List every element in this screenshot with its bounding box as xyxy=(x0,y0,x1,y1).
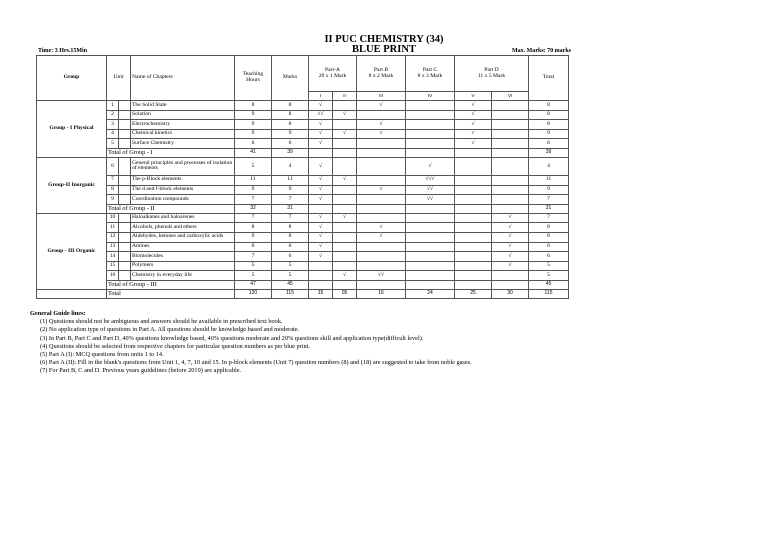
unit-spacer xyxy=(119,261,131,271)
page-subtitle: BLUE PRINT xyxy=(352,44,416,55)
part-iii-mark xyxy=(357,175,406,185)
group-total-hours: 32 xyxy=(235,204,272,213)
part-vi-mark: √ xyxy=(492,242,529,252)
marks: 9 xyxy=(272,185,309,195)
teaching-hours: 7 xyxy=(235,195,272,205)
part-v-mark: √ xyxy=(455,110,492,120)
group-total-marks: 39 xyxy=(272,148,309,157)
part-iv-mark xyxy=(406,271,455,281)
marks: 8 xyxy=(272,101,309,111)
part-ii-mark xyxy=(333,101,357,111)
chapter-name: Chemical kinetics xyxy=(131,129,235,139)
group-total-label: Total of Group - III xyxy=(107,280,235,289)
marks: 7 xyxy=(272,213,309,223)
part-v-mark: √ xyxy=(455,120,492,130)
header-marks: Marks xyxy=(272,56,309,101)
chapter-name: Haloalkanes and haloarenes xyxy=(131,213,235,223)
part-vi-mark xyxy=(492,129,529,139)
guideline-item: (3) In Part B, Part C and Part D, 40% questions knowledge based, 40% questions moderate and 20% questions skill and application type(difficult level). xyxy=(40,334,424,342)
unit-number: 10 xyxy=(107,213,119,223)
part-iv-mark: √√√ xyxy=(406,175,455,185)
part-i-mark: √ xyxy=(309,195,333,205)
teaching-hours: 11 xyxy=(235,175,272,185)
part-v-mark xyxy=(455,242,492,252)
part-vi-mark xyxy=(492,271,529,281)
header-col-i: I xyxy=(309,92,333,101)
unit-spacer xyxy=(119,157,131,175)
marks: 9 xyxy=(272,129,309,139)
group-total-label: Total of Group - I xyxy=(107,148,235,157)
part-iv-mark xyxy=(406,139,455,149)
header-col-vi: VI xyxy=(492,92,529,101)
part-iv-mark xyxy=(406,242,455,252)
part-i-mark: √ xyxy=(309,101,333,111)
part-v-mark xyxy=(455,252,492,262)
grand-total-marks: 115 xyxy=(272,289,309,298)
header-chapters: Name of Chapters xyxy=(131,56,235,101)
table-row xyxy=(37,110,569,120)
marks: 8 xyxy=(272,232,309,242)
grand-total-label: Total xyxy=(107,289,235,298)
unit-spacer xyxy=(119,175,131,185)
part-iv-mark: √√ xyxy=(406,195,455,205)
grand-total-iii: 16 xyxy=(357,289,406,298)
teaching-hours: 8 xyxy=(235,101,272,111)
grand-total-v: 25 xyxy=(455,289,492,298)
part-ii-mark: √ xyxy=(333,129,357,139)
group-total-total: 45 xyxy=(529,280,569,289)
part-v-mark xyxy=(455,185,492,195)
grand-total-vi: 30 xyxy=(492,289,529,298)
header-part-b: Part B 8 x 2 Mark xyxy=(357,56,406,92)
part-iii-mark: √ xyxy=(357,232,406,242)
part-ii-mark xyxy=(333,242,357,252)
part-iv-mark xyxy=(406,223,455,233)
guideline-item: (7) For Part B, C and D. Previous years guidelines (before 2019) are applicable. xyxy=(40,367,242,375)
row-total: 6 xyxy=(529,242,569,252)
part-iv-mark xyxy=(406,213,455,223)
guidelines-title: General Guide lines: xyxy=(30,310,86,317)
unit-spacer xyxy=(119,213,131,223)
teaching-hours: 5 xyxy=(235,271,272,281)
part-vi-mark xyxy=(492,139,529,149)
row-total: 8 xyxy=(529,232,569,242)
unit-number: 14 xyxy=(107,252,119,262)
guideline-item: (6) Part A (II): Fill in the blank's questions from Unit 1, 4, 7, 10 and 15. In p-block elements (Unit 7) question numbers (8) and (18) are suggested to take from noble gases. xyxy=(40,359,472,367)
group-name: Group - I Physical xyxy=(37,101,107,158)
teaching-hours: 5 xyxy=(235,157,272,175)
teaching-hours: 9 xyxy=(235,129,272,139)
part-i-mark: √ xyxy=(309,213,333,223)
header-col-iii: III xyxy=(357,92,406,101)
group-total-i xyxy=(309,280,333,289)
teaching-hours: 6 xyxy=(235,242,272,252)
row-total: 7 xyxy=(529,195,569,205)
part-ii-mark: √ xyxy=(333,271,357,281)
part-ii-mark xyxy=(333,232,357,242)
teaching-hours: 7 xyxy=(235,213,272,223)
row-total: 11 xyxy=(529,175,569,185)
part-i-mark: √ xyxy=(309,223,333,233)
group-total-iv xyxy=(406,280,455,289)
part-iii-mark: √ xyxy=(357,120,406,130)
marks: 7 xyxy=(272,195,309,205)
table-row xyxy=(37,157,569,175)
unit-spacer xyxy=(119,139,131,149)
group-total-iv xyxy=(406,148,455,157)
marks: 5 xyxy=(272,271,309,281)
part-iv-mark xyxy=(406,252,455,262)
unit-number: 5 xyxy=(107,139,119,149)
group-total-i xyxy=(309,148,333,157)
grand-total-hours: 120 xyxy=(235,289,272,298)
part-iii-mark: √ xyxy=(357,223,406,233)
part-iii-mark xyxy=(357,213,406,223)
part-i-mark: √ xyxy=(309,157,333,175)
row-total: 9 xyxy=(529,185,569,195)
group-total-ii xyxy=(333,148,357,157)
part-iv-mark xyxy=(406,232,455,242)
table-row xyxy=(37,271,569,281)
guideline-item: (2) No application type of questions in Part A. All questions should be knowledge based and moderate. xyxy=(40,326,300,334)
group-total-i xyxy=(309,204,333,213)
unit-spacer xyxy=(119,232,131,242)
part-iii-mark xyxy=(357,252,406,262)
unit-number: 16 xyxy=(107,271,119,281)
grand-total-ii: 05 xyxy=(333,289,357,298)
chapter-name: Amines xyxy=(131,242,235,252)
chapter-name: Aldehydes, ketones and carboxylic acids xyxy=(131,232,235,242)
part-i-mark: √ xyxy=(309,232,333,242)
unit-number: 12 xyxy=(107,232,119,242)
unit-number: 6 xyxy=(107,157,119,175)
part-vi-mark xyxy=(492,120,529,130)
part-iii-mark xyxy=(357,139,406,149)
unit-number: 13 xyxy=(107,242,119,252)
chapter-name: The d and f-block elements xyxy=(131,185,235,195)
group-total-hours: 41 xyxy=(235,148,272,157)
group-total-v xyxy=(455,280,492,289)
grand-total-iv: 24 xyxy=(406,289,455,298)
chapter-name: Chemistry in everyday life xyxy=(131,271,235,281)
teaching-hours: 9 xyxy=(235,110,272,120)
part-v-mark xyxy=(455,213,492,223)
grand-total-i: 15 xyxy=(309,289,333,298)
part-i-mark: √√ xyxy=(309,110,333,120)
unit-spacer xyxy=(119,195,131,205)
group-total-hours: 47 xyxy=(235,280,272,289)
marks: 6 xyxy=(272,252,309,262)
part-iv-mark xyxy=(406,129,455,139)
part-iv-mark xyxy=(406,261,455,271)
part-iii-mark: √ xyxy=(357,101,406,111)
part-v-mark: √ xyxy=(455,101,492,111)
part-iv-mark: √√ xyxy=(406,185,455,195)
marks: 8 xyxy=(272,120,309,130)
row-total: 5 xyxy=(529,261,569,271)
unit-number: 2 xyxy=(107,110,119,120)
header-total: Total xyxy=(529,56,569,101)
table-row xyxy=(37,139,569,149)
group-name: Group-II Inorganic xyxy=(37,157,107,213)
group-total-total: 39 xyxy=(529,148,569,157)
unit-spacer xyxy=(119,223,131,233)
unit-number: 15 xyxy=(107,261,119,271)
part-ii-mark xyxy=(333,139,357,149)
group-total-iii xyxy=(357,148,406,157)
part-v-mark xyxy=(455,175,492,185)
header-col-ii: II xyxy=(333,92,357,101)
group-total-iii xyxy=(357,204,406,213)
unit-spacer xyxy=(119,242,131,252)
guideline-item: (1) Questions should not be ambiguous and answers should be available in prescribed text book. xyxy=(40,318,283,326)
part-vi-mark xyxy=(492,175,529,185)
unit-spacer xyxy=(119,101,131,111)
group-total-label: Total of Group - II xyxy=(107,204,235,213)
header-part-d: Part D 11 x 5 Mark xyxy=(455,56,529,92)
part-iii-mark xyxy=(357,195,406,205)
teaching-hours: 9 xyxy=(235,120,272,130)
table-row xyxy=(37,232,569,242)
unit-spacer xyxy=(119,185,131,195)
marks: 6 xyxy=(272,242,309,252)
part-iv-mark xyxy=(406,120,455,130)
part-ii-mark xyxy=(333,157,357,175)
teaching-hours: 7 xyxy=(235,252,272,262)
part-ii-mark: √ xyxy=(333,213,357,223)
header-part-a: Part-A 20 x 1 Mark xyxy=(309,56,357,92)
unit-spacer xyxy=(119,271,131,281)
table-row xyxy=(37,120,569,130)
max-marks-info: Max. Marks: 70 marks xyxy=(512,48,571,54)
header-col-iv: IV xyxy=(406,92,455,101)
group-total-vi xyxy=(492,280,529,289)
chapter-name: Coordination compounds xyxy=(131,195,235,205)
chapter-name: The Solid State xyxy=(131,101,235,111)
part-v-mark xyxy=(455,157,492,175)
table-row xyxy=(37,195,569,205)
teaching-hours: 9 xyxy=(235,185,272,195)
group-total-v xyxy=(455,204,492,213)
header-teaching-hours: Teaching Hours xyxy=(235,56,272,101)
group-name: Group - III Organic xyxy=(37,213,107,289)
chapter-name: Electrochemistry xyxy=(131,120,235,130)
part-ii-mark xyxy=(333,195,357,205)
chapter-name: Biomolecules xyxy=(131,252,235,262)
group-total-row xyxy=(37,204,569,213)
part-iii-mark: √ xyxy=(357,185,406,195)
general-guidelines xyxy=(30,310,472,376)
group-total-ii xyxy=(333,204,357,213)
part-v-mark: √ xyxy=(455,139,492,149)
part-i-mark: √ xyxy=(309,139,333,149)
unit-number: 8 xyxy=(107,185,119,195)
unit-number: 4 xyxy=(107,129,119,139)
part-vi-mark: √ xyxy=(492,261,529,271)
part-i-mark: √ xyxy=(309,185,333,195)
part-iii-mark xyxy=(357,157,406,175)
grand-total-blank xyxy=(37,289,107,298)
part-vi-mark: √ xyxy=(492,213,529,223)
time-info: Time: 3 Hrs.15Min xyxy=(38,48,88,54)
marks: 8 xyxy=(272,110,309,120)
marks: 4 xyxy=(272,157,309,175)
row-total: 4 xyxy=(529,157,569,175)
part-i-mark: √ xyxy=(309,242,333,252)
teaching-hours: 9 xyxy=(235,232,272,242)
row-total: 9 xyxy=(529,129,569,139)
table-row xyxy=(37,185,569,195)
part-iii-mark: √√ xyxy=(357,271,406,281)
group-total-total: 31 xyxy=(529,204,569,213)
marks: 8 xyxy=(272,223,309,233)
grand-total-total: 115 xyxy=(529,289,569,298)
teaching-hours: 6 xyxy=(235,139,272,149)
part-ii-mark xyxy=(333,120,357,130)
table-row xyxy=(37,101,569,111)
table-row xyxy=(37,213,569,223)
chapter-name: The p-Block elements xyxy=(131,175,235,185)
group-total-iv xyxy=(406,204,455,213)
chapter-name: Alcohols, phenols and ethers xyxy=(131,223,235,233)
marks: 6 xyxy=(272,139,309,149)
part-i-mark: √ xyxy=(309,252,333,262)
header-group: Group xyxy=(37,56,107,101)
group-total-row xyxy=(37,280,569,289)
part-v-mark xyxy=(455,195,492,205)
table-row xyxy=(37,261,569,271)
group-total-ii xyxy=(333,280,357,289)
part-iv-mark xyxy=(406,110,455,120)
row-total: 8 xyxy=(529,110,569,120)
group-total-iii xyxy=(357,280,406,289)
part-vi-mark: √ xyxy=(492,252,529,262)
unit-spacer xyxy=(119,129,131,139)
part-vi-mark: √ xyxy=(492,232,529,242)
unit-spacer xyxy=(119,120,131,130)
table-row xyxy=(37,223,569,233)
table-row xyxy=(37,175,569,185)
unit-spacer xyxy=(119,252,131,262)
part-i-mark: √ xyxy=(309,129,333,139)
group-total-vi xyxy=(492,148,529,157)
part-ii-mark: √ xyxy=(333,110,357,120)
part-vi-mark xyxy=(492,157,529,175)
part-ii-mark: √ xyxy=(333,175,357,185)
table-row xyxy=(37,252,569,262)
part-iii-mark: √ xyxy=(357,129,406,139)
page-title: II PUC CHEMISTRY (34) xyxy=(324,34,444,45)
blueprint-table xyxy=(36,55,569,299)
guideline-item: (4) Questions should be selected from respective chapters for particular question numbers as per blue print. xyxy=(40,342,310,350)
row-total: 8 xyxy=(529,223,569,233)
part-vi-mark xyxy=(492,101,529,111)
part-v-mark: √ xyxy=(455,129,492,139)
part-ii-mark xyxy=(333,185,357,195)
row-total: 6 xyxy=(529,139,569,149)
part-iv-mark: √ xyxy=(406,157,455,175)
part-ii-mark xyxy=(333,261,357,271)
table-row xyxy=(37,242,569,252)
guidelines-list xyxy=(30,318,472,375)
row-total: 6 xyxy=(529,252,569,262)
part-i-mark xyxy=(309,271,333,281)
guideline-item: (5) Part A (I): MCQ questions from units 1 to 14. xyxy=(40,351,164,359)
header-col-v: V xyxy=(455,92,492,101)
part-v-mark xyxy=(455,271,492,281)
unit-spacer xyxy=(119,110,131,120)
group-total-marks: 31 xyxy=(272,204,309,213)
teaching-hours: 5 xyxy=(235,261,272,271)
part-iii-mark xyxy=(357,242,406,252)
unit-number: 9 xyxy=(107,195,119,205)
part-i-mark: √ xyxy=(309,120,333,130)
row-total: 8 xyxy=(529,120,569,130)
part-vi-mark xyxy=(492,195,529,205)
part-vi-mark xyxy=(492,110,529,120)
part-ii-mark xyxy=(333,252,357,262)
unit-number: 3 xyxy=(107,120,119,130)
part-ii-mark xyxy=(333,223,357,233)
part-v-mark xyxy=(455,232,492,242)
row-total: 5 xyxy=(529,271,569,281)
grand-total-row xyxy=(37,289,569,298)
part-v-mark xyxy=(455,261,492,271)
group-total-row xyxy=(37,148,569,157)
group-total-marks: 45 xyxy=(272,280,309,289)
group-total-v xyxy=(455,148,492,157)
part-vi-mark xyxy=(492,185,529,195)
part-v-mark xyxy=(455,223,492,233)
marks: 5 xyxy=(272,261,309,271)
unit-number: 1 xyxy=(107,101,119,111)
row-total: 7 xyxy=(529,213,569,223)
part-iii-mark xyxy=(357,261,406,271)
teaching-hours: 8 xyxy=(235,223,272,233)
unit-number: 11 xyxy=(107,223,119,233)
chapter-name: Surface Chemistry xyxy=(131,139,235,149)
part-i-mark xyxy=(309,261,333,271)
header-unit: Unit xyxy=(107,56,131,101)
unit-number: 7 xyxy=(107,175,119,185)
table-row xyxy=(37,129,569,139)
part-iii-mark xyxy=(357,110,406,120)
chapter-name: Solution xyxy=(131,110,235,120)
row-total: 8 xyxy=(529,101,569,111)
marks: 11 xyxy=(272,175,309,185)
chapter-name: General principles and processes of isolation of elements xyxy=(131,157,235,175)
group-total-vi xyxy=(492,204,529,213)
chapter-name: Polymers xyxy=(131,261,235,271)
part-iv-mark xyxy=(406,101,455,111)
header-part-c: Part C 8 x 3 Mark xyxy=(406,56,455,92)
part-vi-mark: √ xyxy=(492,223,529,233)
part-i-mark: √ xyxy=(309,175,333,185)
